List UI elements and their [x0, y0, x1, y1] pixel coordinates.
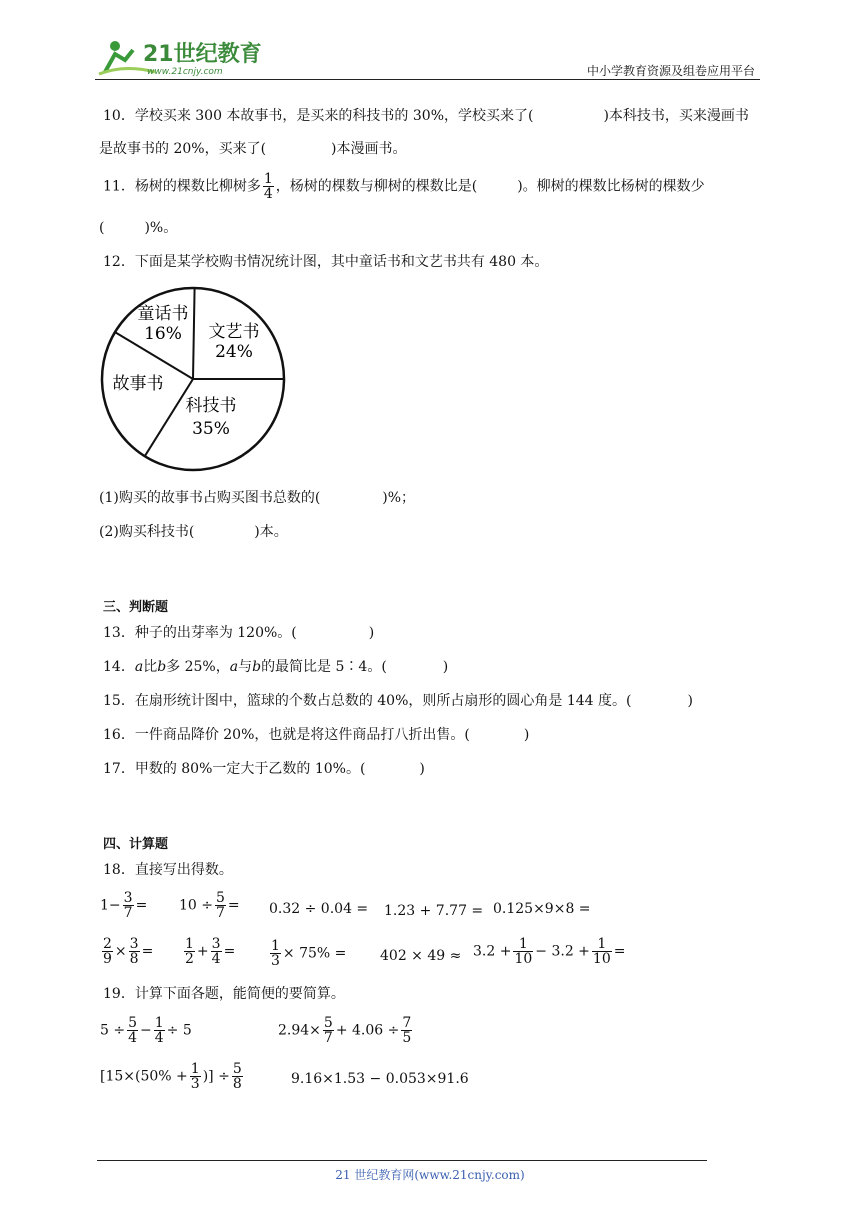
footer-text: 21 世纪教育网(www.21cnjy.com)	[335, 1168, 525, 1182]
question-19-text: 19．计算下面各题，能简便的要简算。	[103, 986, 345, 1002]
pie-label-童话书: 童话书	[137, 304, 189, 324]
expr-18-9: 402 × 49 ≈	[380, 948, 462, 964]
expr-18-2: 10 ÷ $\frac{5}{7}$ =	[179, 890, 240, 921]
expr-18-6: $\frac{2}{9}$ × $\frac{3}{8}$ =	[103, 936, 154, 967]
svg-text:www.21cnjy.com: www.21cnjy.com	[147, 67, 223, 77]
expr-18-7: $\frac{1}{2}$ + $\frac{3}{4}$ =	[185, 936, 236, 967]
pie-label-科技书: 科技书	[185, 396, 237, 416]
question-11-line2: ( )%。	[99, 220, 178, 236]
expr-18-10: 3.2 + $\frac{1}{10}$ − 3.2 + $\frac{1}{10}$ =	[473, 936, 626, 967]
section-3-title: 三、判断题	[103, 600, 169, 615]
question-14: 14．a比b多 25%，a与b的最简比是 5∶4。( )	[103, 659, 449, 675]
section-4-title: 四、计算题	[103, 837, 169, 852]
expr-19-3: [15×(50% + $\frac{1}{3}$ )] ÷ $\frac{5}{8}$	[100, 1061, 242, 1092]
pie-chart	[100, 286, 290, 476]
pie-value-童话书: 16%	[144, 324, 182, 344]
question-10-line1: 10．学校买来 300 本故事书，是买来的科技书的 30%，学校买来了( )本科技书，买来漫画书	[103, 108, 749, 124]
question-13: 13．种子的出芽率为 120%。( )	[103, 625, 375, 641]
question-12-text: 12．下面是某学校购书情况统计图，其中童话书和文艺书共有 480 本。	[103, 254, 549, 270]
pie-value-科技书: 35%	[192, 419, 230, 439]
question-18-text: 18．直接写出得数。	[103, 862, 233, 878]
question-17: 17．甲数的 80%一定大于乙数的 10%。( )	[103, 761, 425, 777]
question-16: 16．一件商品降价 20%，也就是将这件商品打八折出售。( )	[103, 727, 530, 743]
svg-text:21世纪教育: 21世纪教育	[143, 42, 262, 67]
question-15: 15．在扇形统计图中，篮球的个数占总数的 40%，则所占扇形的圆心角是 144 度。( )	[103, 693, 693, 709]
expr-18-3: 0.32 ÷ 0.04 =	[269, 901, 369, 917]
pie-value-文艺书: 24%	[215, 342, 253, 362]
expr-19-4: 9.16×1.53 − 0.053×91.6	[291, 1071, 469, 1087]
expr-19-1: 5 ÷ $\frac{5}{4}$ − $\frac{1}{4}$ ÷ 5	[100, 1015, 192, 1046]
footer-divider	[97, 1160, 707, 1161]
question-12-sub1: (1)购买的故事书占购买图书总数的( )%；	[99, 490, 416, 506]
question-10-line2: 是故事书的 20%，买来了( )本漫画书。	[99, 141, 407, 157]
header-platform-text: 中小学教育资源及组卷应用平台	[586, 64, 755, 78]
expr-18-1: 1− $\frac{3}{7}$ =	[100, 890, 148, 921]
expr-19-2: 2.94× $\frac{5}{7}$ + 4.06 ÷ $\frac{7}{5}$	[278, 1015, 412, 1046]
site-logo	[95, 34, 265, 78]
question-12-sub2: (2)购买科技书( )本。	[99, 524, 288, 540]
expr-18-8: $\frac{1}{3}$ × 75% =	[271, 938, 347, 969]
expr-18-4: 1.23 + 7.77 =	[384, 903, 484, 919]
header-divider	[95, 79, 760, 80]
expr-18-5: 0.125×9×8 =	[493, 901, 591, 917]
question-11-line1: 11．杨树的棵数比柳树多 $\frac{1}{4}$ ，杨树的棵数与柳树的棵数比是( )。柳树的棵数比杨树的棵数少	[103, 171, 705, 202]
pie-label-故事书: 故事书	[112, 374, 164, 394]
pie-label-文艺书: 文艺书	[208, 322, 260, 342]
